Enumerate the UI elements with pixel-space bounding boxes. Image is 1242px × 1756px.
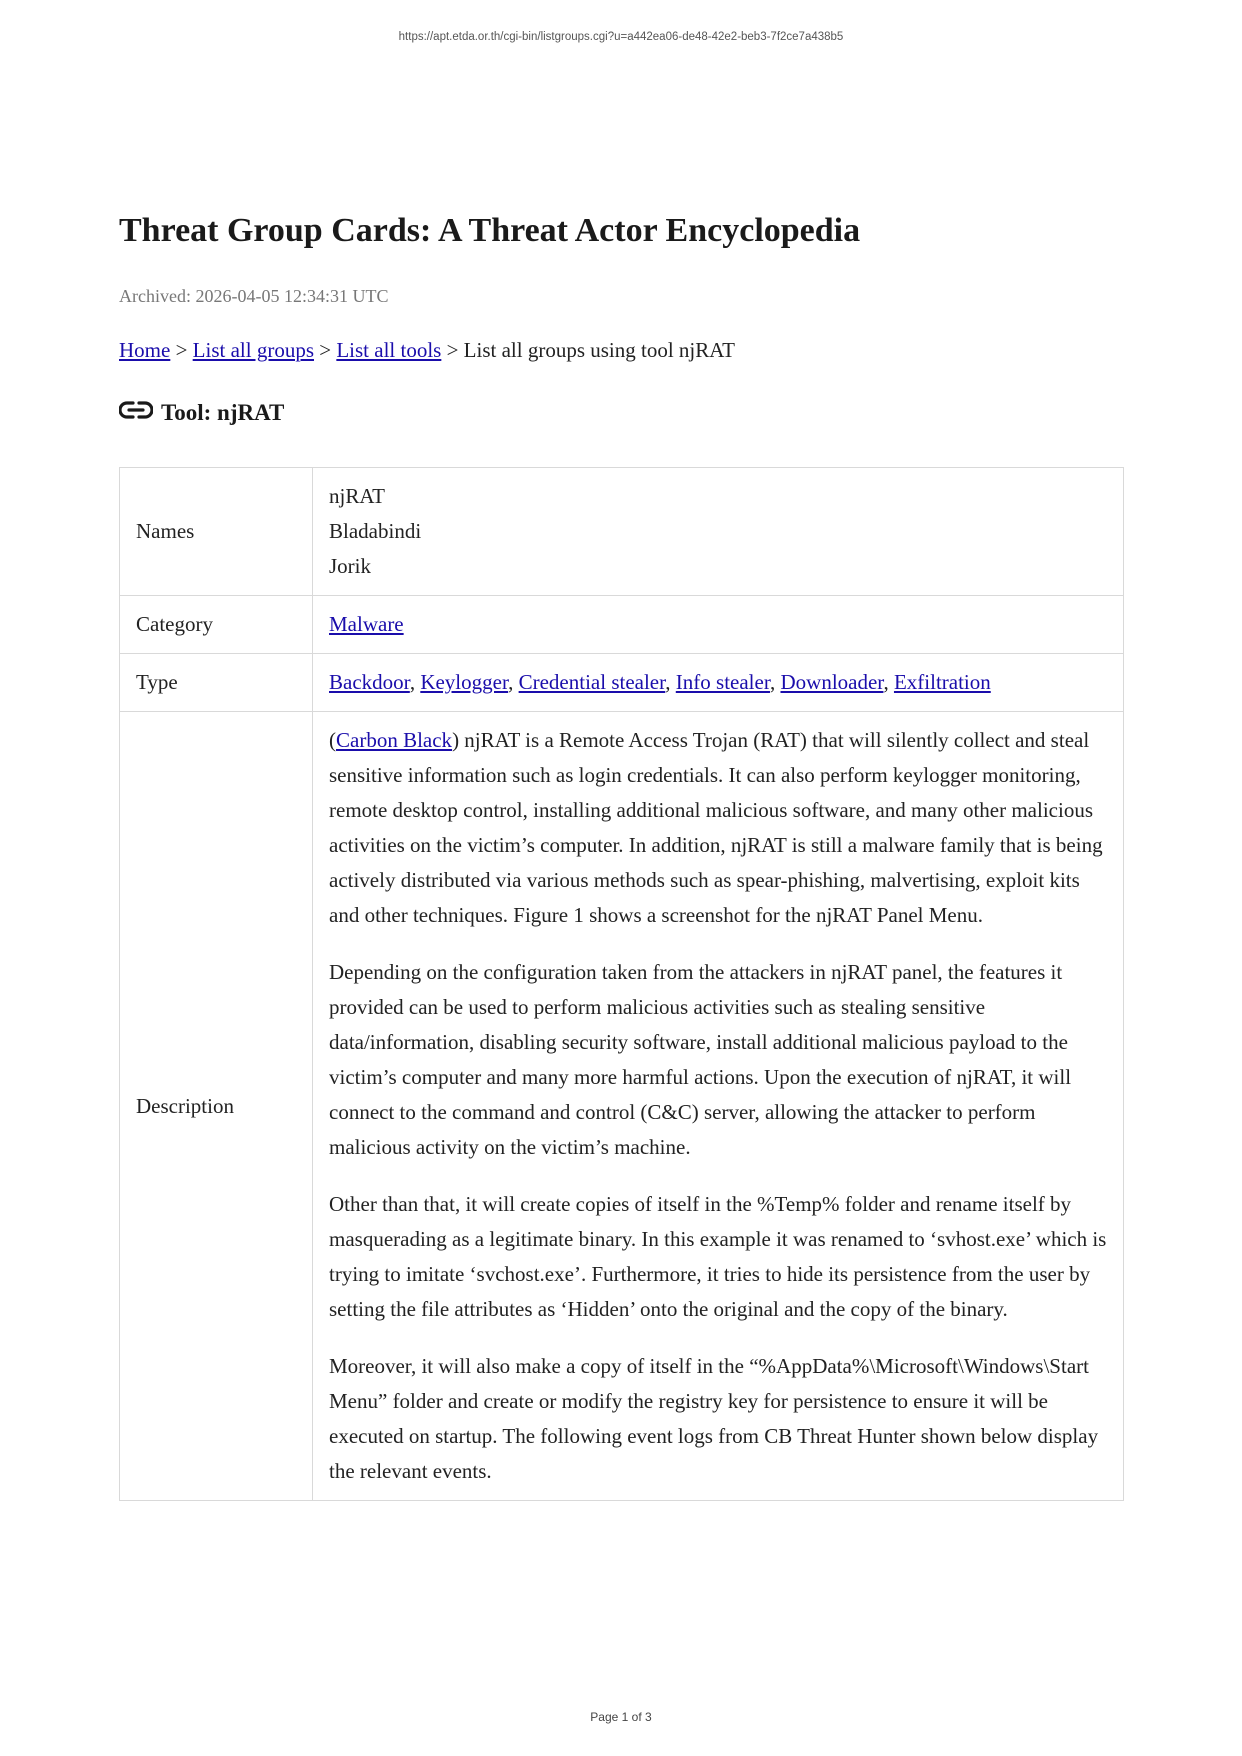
type-separator: ,	[508, 670, 519, 694]
type-separator: ,	[409, 670, 421, 694]
description-value	[313, 712, 1124, 1501]
type-link-exfiltration[interactable]: Exfiltration	[893, 670, 991, 694]
name-item: Bladabindi	[329, 519, 422, 543]
breadcrumb-separator: >	[170, 338, 193, 362]
breadcrumb-tools-link[interactable]: List all tools	[336, 338, 442, 362]
name-item: Jorik	[329, 554, 371, 578]
breadcrumb-groups-link[interactable]: List all groups	[192, 338, 314, 362]
description-label: Description	[120, 712, 313, 1501]
breadcrumb-current: > List all groups using tool njRAT	[441, 338, 735, 362]
tool-title: Tool: njRAT	[161, 400, 285, 425]
type-link-credential-stealer[interactable]: Credential stealer	[518, 670, 666, 694]
type-link-downloader[interactable]: Downloader	[780, 670, 884, 694]
archived-timestamp: Archived: 2026-04-05 12:34:31 UTC	[119, 286, 389, 306]
table-row-category	[120, 596, 1124, 654]
category-link-malware[interactable]: Malware	[329, 612, 404, 636]
table-row-names	[120, 468, 1124, 596]
names-value	[313, 468, 1124, 596]
category-label: Category	[120, 596, 313, 654]
description-paragraph	[329, 723, 1107, 933]
type-link-keylogger[interactable]: Keylogger	[420, 670, 509, 694]
tool-heading	[119, 400, 284, 426]
source-link-carbon-black[interactable]: Carbon Black	[336, 728, 453, 752]
category-value	[313, 596, 1124, 654]
type-label: Type	[120, 654, 313, 712]
page-number: Page 1 of 3	[590, 1710, 652, 1724]
page-url: https://apt.etda.or.th/cgi-bin/listgroups.cgi?u=a442ea06-de48-42e2-beb3-7f2ce7a438b5	[398, 31, 844, 43]
description-text: ) njRAT is a Remote Access Trojan (RAT) that will silently collect and steal sensitive information such as login credentials. It can also perform keylogger monitoring, remote desktop control, installing additional malicious software, and many other malicious activities on the victim’s computer. In addition, njRAT is still a malware family that is being actively distributed via various methods such as spear-phishing, malvertising, exploit kits and other techniques. Figure 1 shows a screenshot for the njRAT Panel Menu.	[329, 728, 1103, 927]
breadcrumb-home-link[interactable]: Home	[119, 338, 171, 362]
description-paragraph: Other than that, it will create copies of itself in the %Temp% folder and rename itself by masquerading as a legitimate binary. In this example it was renamed to ‘svhost.exe’ which is trying to imitate ‘svchost.exe’. Furthermore, it tries to hide its persistence from the user by setting the file attributes as ‘Hidden’ onto the original and the copy of the binary.	[329, 1192, 1107, 1321]
type-separator: ,	[665, 670, 676, 694]
page-title: Threat Group Cards: A Threat Actor Encyclopedia	[119, 212, 861, 249]
type-value	[313, 654, 1124, 712]
type-link-info-stealer[interactable]: Info stealer	[675, 670, 770, 694]
description-paragraph: Moreover, it will also make a copy of itself in the “%AppData%\Microsoft\Windows\Start Menu” folder and create or modify the registry key for persistence to ensure it will be executed on startup. The following event logs from CB Threat Hunter shown below display the relevant events.	[329, 1354, 1099, 1483]
type-separator: ,	[769, 670, 781, 694]
breadcrumb-separator: >	[314, 338, 337, 362]
type-separator: ,	[883, 670, 894, 694]
description-paragraph: Depending on the configuration taken from the attackers in njRAT panel, the features it provided can be used to perform malicious activities such as stealing sensitive data/information, disabling security software, install additional malicious payload to the victim’s computer and many more harmful actions. Upon the execution of njRAT, it will connect to the command and control (C&C) server, allowing the attacker to perform malicious activity on the victim’s machine.	[329, 960, 1072, 1159]
table-row-description	[120, 712, 1124, 1501]
source-paren: (	[329, 728, 336, 752]
type-link-backdoor[interactable]: Backdoor	[329, 670, 410, 694]
breadcrumb	[119, 338, 735, 363]
tool-info-table	[119, 467, 1124, 1501]
name-item: njRAT	[329, 484, 386, 508]
names-label: Names	[120, 468, 313, 596]
link-icon	[119, 400, 153, 420]
table-row-type	[120, 654, 1124, 712]
